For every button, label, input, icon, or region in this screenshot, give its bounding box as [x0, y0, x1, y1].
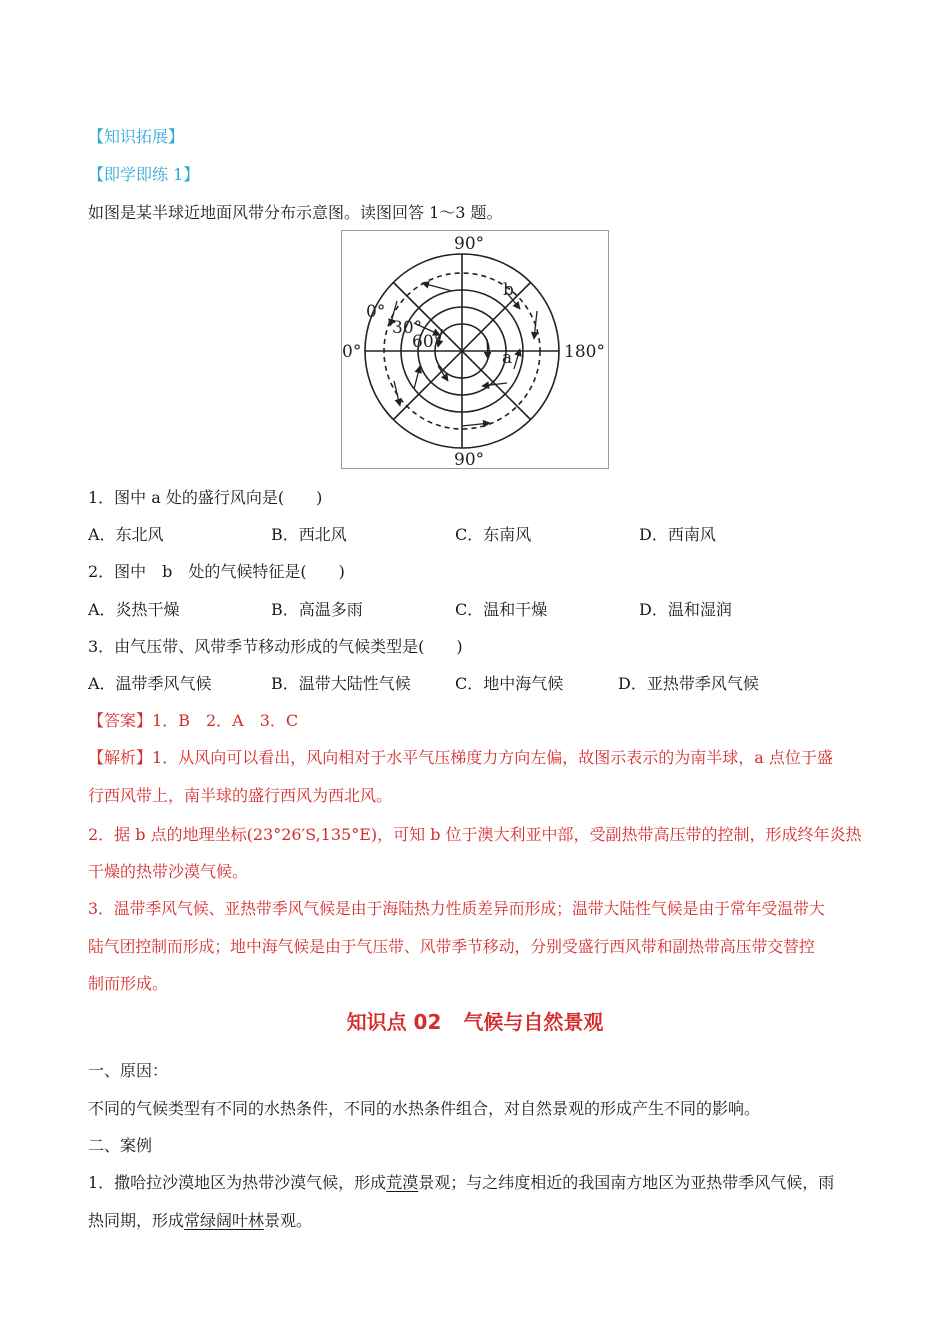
case1-text-a: 1．撒哈拉沙漠地区为热带沙漠气候，形成 — [88, 1173, 387, 1192]
knowledge-extension-tag: 【知识拓展】 — [88, 127, 185, 146]
q2-option-c: C．温和干燥 — [455, 600, 548, 619]
heading-cases: 二、案例 — [88, 1136, 153, 1155]
q3-option-a: A．温带季风气候 — [88, 674, 212, 693]
wind-arrow — [414, 366, 420, 389]
case1-underline-forest: 常绿阔叶林 — [184, 1211, 265, 1230]
label-lat60: 60° — [412, 332, 443, 352]
label-0-left: 0° — [342, 342, 362, 362]
case1-text-d: 景观。 — [264, 1211, 313, 1230]
analysis-p2-line2: 干燥的热带沙漠气候。 — [88, 862, 249, 881]
label-lat30: 30° — [392, 318, 423, 338]
case1-underline-desert: 荒漠 — [386, 1173, 419, 1192]
section-name: 气候与自然景观 — [463, 1010, 604, 1034]
case1-text-b: 景观；与之纬度相近的我国南方地区为亚热带季风气候，雨 — [418, 1173, 835, 1192]
analysis-p2-line1: 2．据 b 点的地理坐标(23°26′S,135°E)，可知 b 位于澳大利亚中部，受副热带高压带的控制，形成终年炎热 — [88, 825, 862, 844]
q2-option-b: B．高温多雨 — [271, 600, 363, 619]
question-1-stem: 1．图中 a 处的盛行风向是( ) — [88, 488, 323, 507]
analysis-p3-line3: 制而形成。 — [88, 974, 169, 993]
label-90-top: 90° — [454, 234, 485, 254]
question-3-stem: 3．由气压带、风带季节移动形成的气候类型是( ) — [88, 637, 463, 656]
label-point-a: a — [502, 348, 513, 368]
question-2-stem: 2．图中 b 处的气候特征是( ) — [88, 562, 345, 581]
analysis-p3-line2: 陆气团控制而形成；地中海气候是由于气压带、风带季节移动，分别受盛行西风带和副热带高压带交替控 — [88, 937, 815, 956]
q3-option-c: C．地中海气候 — [455, 674, 564, 693]
wind-arrow — [462, 423, 490, 426]
q2-option-d: D．温和湿润 — [639, 600, 732, 619]
answer-line — [88, 708, 298, 731]
analysis-p1-line1: 1．从风向可以看出，风向相对于水平气压梯度力方向左偏，故图示表示的为南半球，a 点位于盛 — [152, 748, 833, 767]
q1-option-b: B．西北风 — [271, 525, 347, 544]
label-180-right: 180° — [564, 342, 605, 362]
wind-arrow — [534, 311, 537, 339]
q2-option-a: A．炎热干燥 — [88, 600, 180, 619]
reason-paragraph: 不同的气候类型有不同的水热条件，不同的水热条件组合，对自然景观的形成产生不同的影响。 — [88, 1099, 761, 1118]
q1-option-d: D．西南风 — [639, 525, 716, 544]
analysis-line-1 — [88, 745, 833, 768]
analysis-p3-line1: 3．温带季风气候、亚热带季风气候是由于海陆热力性质差异而形成；温带大陆性气候是由于常年受温带大 — [88, 899, 825, 918]
wind-belt-diagram — [341, 230, 609, 469]
case-1-line1 — [88, 1170, 834, 1193]
analysis-tag: 【解析】 — [88, 748, 153, 767]
label-point-b: b — [503, 280, 514, 300]
answer-text: 1．B 2．A 3．C — [152, 711, 299, 730]
wind-belt-svg — [342, 231, 608, 468]
wind-arrow — [422, 283, 452, 291]
analysis-p1-line2: 行西风带上，南半球的盛行西风为西北风。 — [88, 786, 393, 805]
label-0-inner: 0° — [366, 302, 386, 322]
wind-arrow — [514, 349, 520, 369]
label-90-bottom: 90° — [454, 450, 485, 468]
q1-option-a: A．东北风 — [88, 525, 164, 544]
intro-text: 如图是某半球近地面风带分布示意图。读图回答 1～3 题。 — [88, 203, 503, 222]
q3-option-b: B．温带大陆性气候 — [271, 674, 411, 693]
section-title — [0, 1006, 950, 1035]
heading-reason: 一、原因： — [88, 1061, 169, 1080]
case-1-line2 — [88, 1208, 312, 1231]
answer-tag: 【答案】 — [88, 711, 153, 730]
practice-tag: 【即学即练 1】 — [88, 165, 200, 184]
section-number: 知识点 02 — [346, 1010, 442, 1034]
q1-option-c: C．东南风 — [455, 525, 532, 544]
wind-arrow — [394, 381, 400, 406]
q3-option-d: D．亚热带季风气候 — [618, 674, 759, 693]
case1-text-c: 热同期，形成 — [88, 1211, 185, 1230]
